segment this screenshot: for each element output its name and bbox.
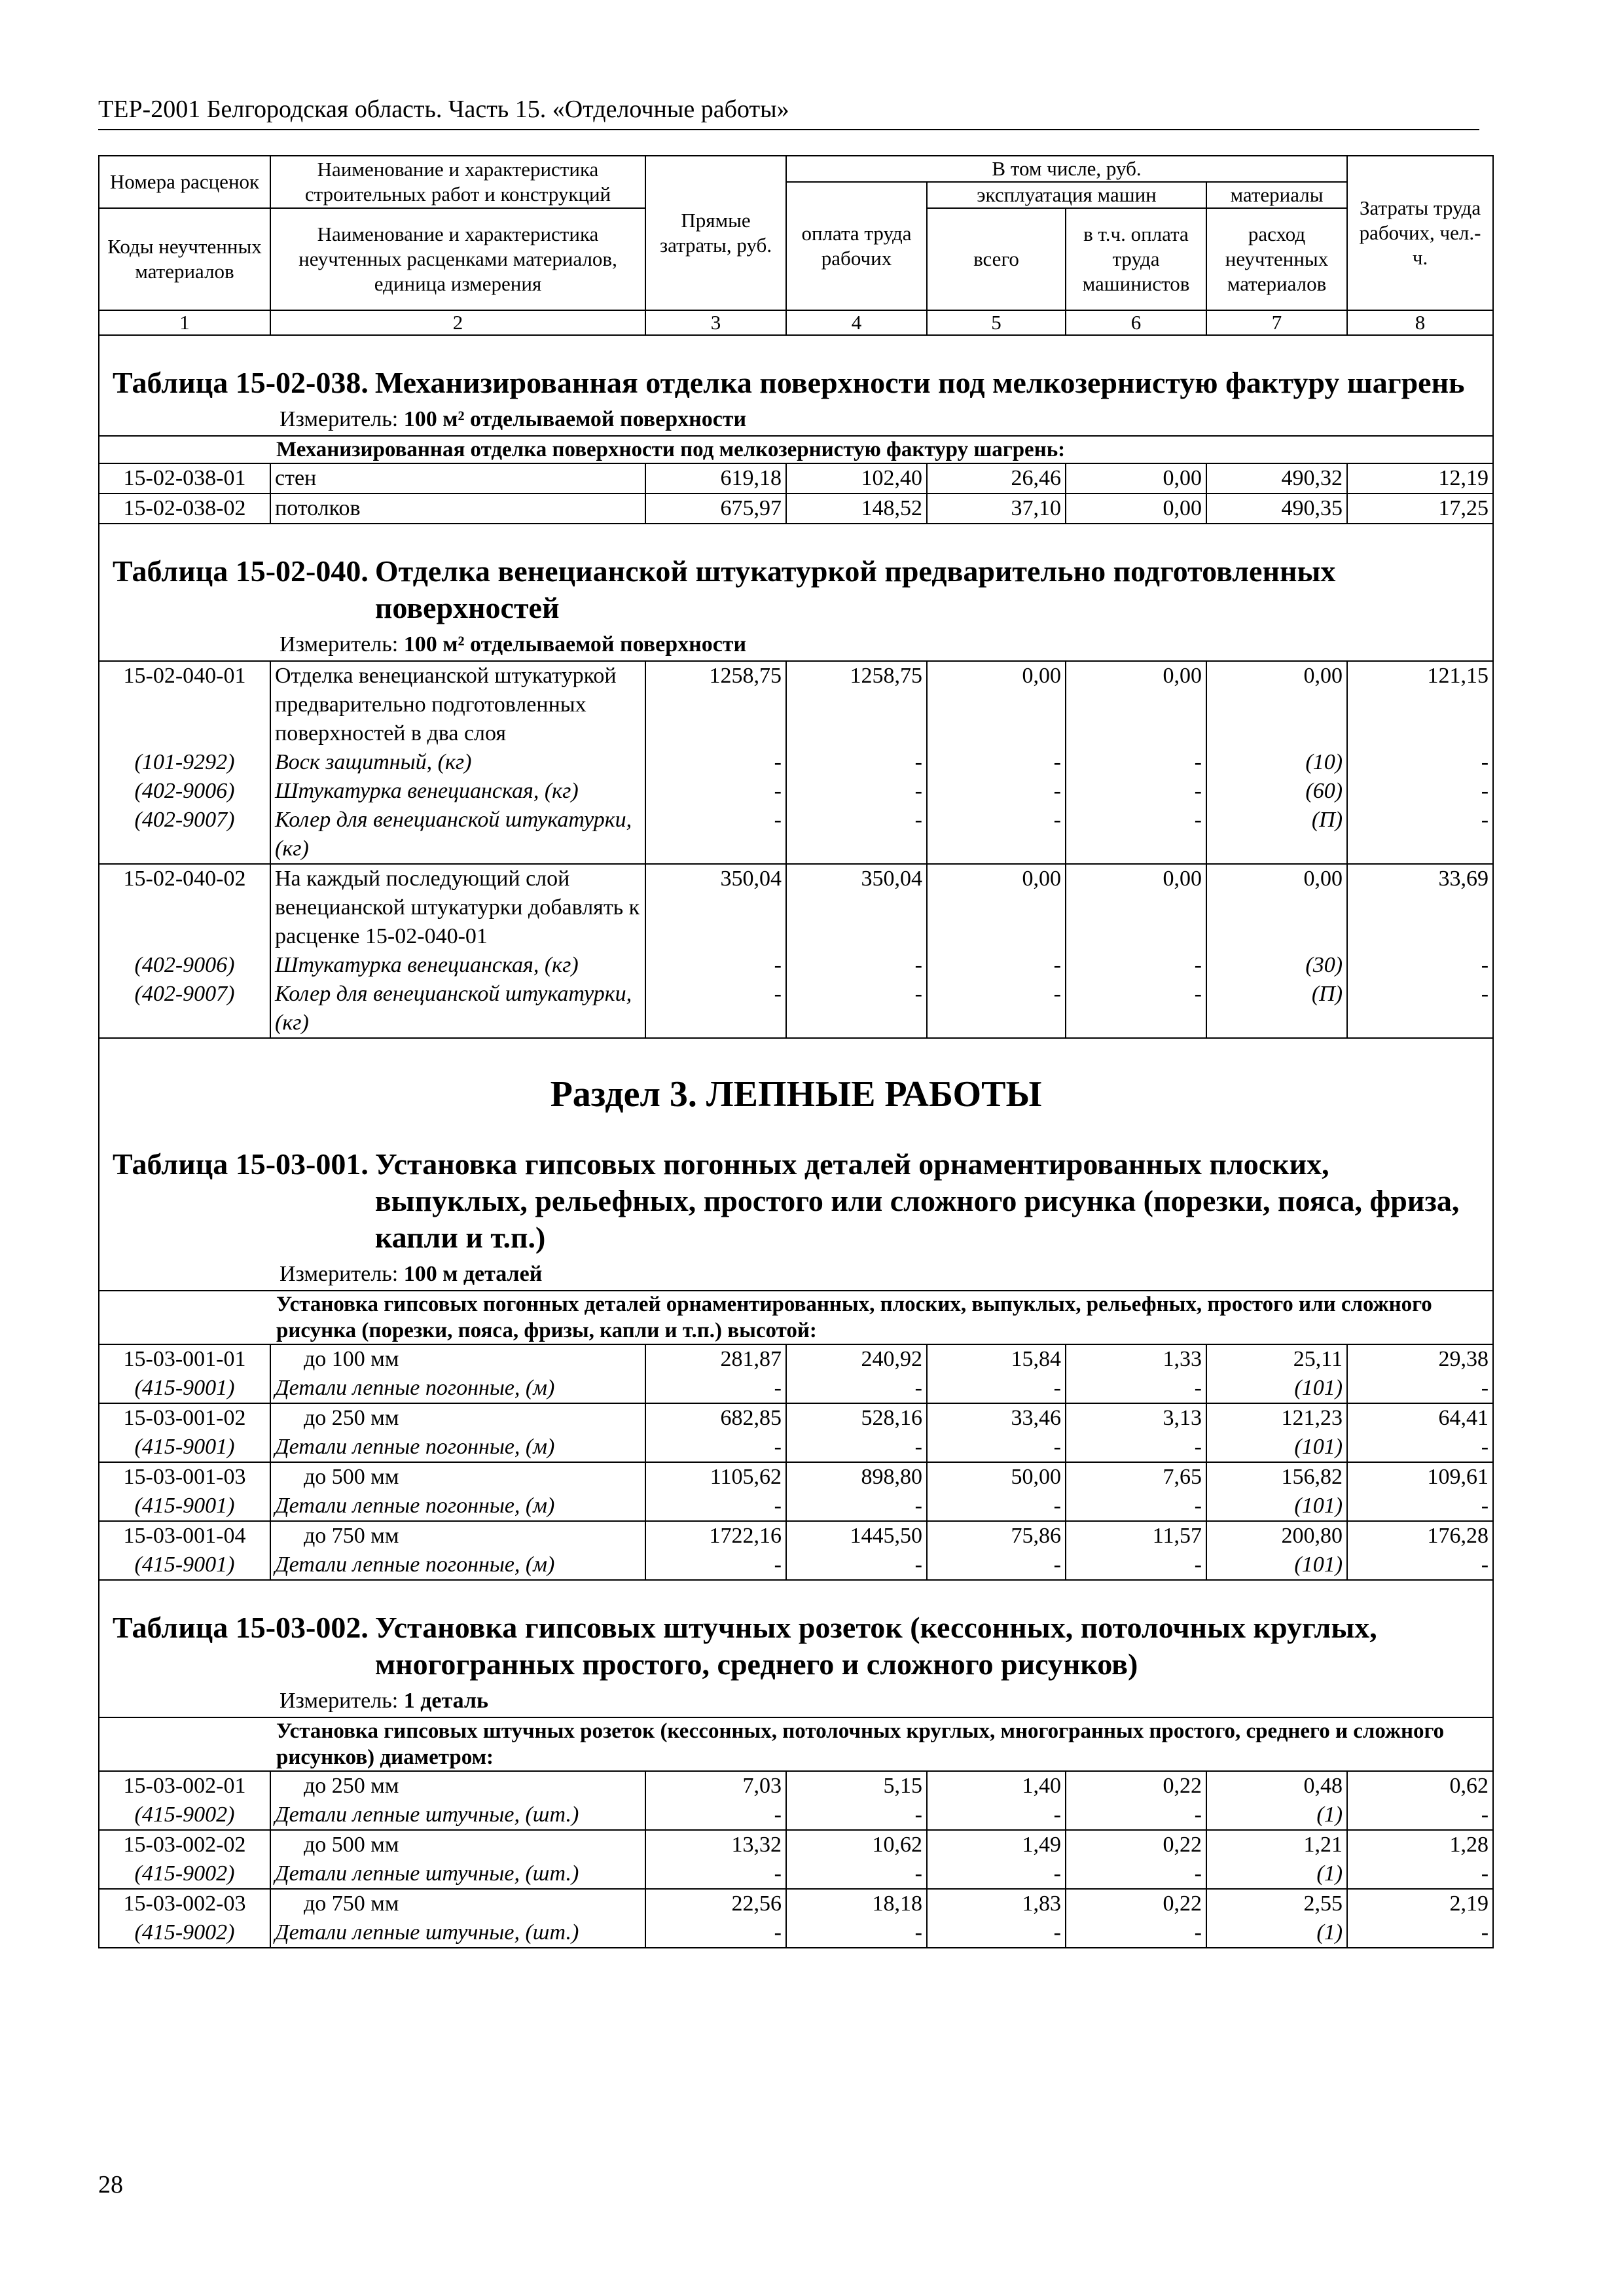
rate-code-cell: (415-9001) [99,1433,270,1462]
measure-value: 100 м деталей [403,1262,543,1286]
rate-name-cell: Штукатурка венецианская, (кг) [270,777,645,806]
worker-pay-cell: - [786,1374,927,1403]
rate-code-cell: 15-02-038-01 [99,463,270,493]
rate-name-cell: стен [270,463,645,493]
col-header-direct-costs: Прямые затраты, руб. [645,156,786,310]
machines-total-cell: 1,40 [927,1771,1066,1801]
direct-costs-cell: - [645,1374,786,1403]
table-row [99,864,1493,951]
table-title-text: Установка гипсовых погонных деталей орнаментированных плоских, выпуклых, рельефных, простого или сложного рисунка (порезки, пояса, фриза, капли и т.п.) [374,1147,1460,1254]
direct-costs-cell: 13,32 [645,1830,786,1859]
machines-total-cell: 33,46 [927,1403,1066,1433]
col-header-operator-pay: в т.ч. оплата труда машинистов [1066,208,1206,310]
measure-value: 1 деталь [403,1689,488,1713]
measure-value: 100 м² отделываемой поверхности [403,632,747,656]
worker-pay-cell: - [786,806,927,864]
operator-pay-cell: - [1066,1918,1206,1948]
labor-costs-cell: - [1347,1374,1493,1403]
materials-cell: (П) [1206,806,1347,864]
rate-name-cell: Колер для венецианской штукатурки, (кг) [270,806,645,864]
table-row [99,1771,1493,1801]
table-row [99,463,1493,493]
materials-cell: (101) [1206,1433,1347,1462]
labor-costs-cell: - [1347,748,1493,777]
materials-cell: 200,80 [1206,1521,1347,1551]
col-header-work-name: Наименование и характеристика строительных работ и конструкций [270,156,645,208]
materials-cell: 1,21 [1206,1830,1347,1859]
rate-name-cell: Штукатурка венецианская, (кг) [270,951,645,980]
rate-name-cell: до 500 мм [270,1462,645,1492]
operator-pay-cell: 0,22 [1066,1889,1206,1918]
operator-pay-cell: 0,22 [1066,1830,1206,1859]
materials-cell: 0,00 [1206,864,1347,951]
rate-code-cell: (415-9001) [99,1551,270,1580]
machines-total-cell: 26,46 [927,463,1066,493]
rate-name-cell: потолков [270,493,645,524]
col-header-numbers: Номера расценок [99,156,270,208]
rate-code-cell: (415-9001) [99,1492,270,1521]
machines-total-cell: - [927,980,1066,1038]
machines-total-cell: 0,00 [927,661,1066,748]
direct-costs-cell: - [645,980,786,1038]
worker-pay-cell: - [786,1433,927,1462]
rate-code-cell: (402-9007) [99,980,270,1038]
direct-costs-cell: 1105,62 [645,1462,786,1492]
rate-name-cell: Детали лепные погонные, (м) [270,1551,645,1580]
worker-pay-cell: 350,04 [786,864,927,951]
measure-line [99,1687,1492,1717]
rate-code-cell: (402-9006) [99,777,270,806]
materials-cell: (30) [1206,951,1347,980]
rate-code-cell: 15-03-002-01 [99,1771,270,1801]
measure-value: 100 м² отделываемой поверхности [403,407,747,431]
rate-code-cell: 15-03-001-03 [99,1462,270,1492]
header-rule [98,129,1479,130]
col-header-labor-costs: Затраты труда рабочих, чел.-ч. [1347,156,1493,310]
page-header: ТЕР-2001 Белгородская область. Часть 15. «Отделочные работы» [98,96,789,123]
table-title [99,336,1492,405]
table-title-block [99,335,1493,436]
operator-pay-cell: - [1066,980,1206,1038]
direct-costs-cell: - [645,1801,786,1830]
machines-total-cell: - [927,1374,1066,1403]
table-row [99,1403,1493,1433]
labor-costs-cell: 2,19 [1347,1889,1493,1918]
material-row [99,980,1493,1038]
rate-code-cell: 15-03-001-02 [99,1403,270,1433]
labor-costs-cell: - [1347,1551,1493,1580]
col-header-materials: материалы [1206,182,1347,208]
operator-pay-cell: - [1066,777,1206,806]
materials-cell: (101) [1206,1492,1347,1521]
worker-pay-cell: 18,18 [786,1889,927,1918]
table-title-block [99,1580,1493,1717]
rate-code-cell: 15-03-002-02 [99,1830,270,1859]
machines-total-cell: 15,84 [927,1344,1066,1374]
col-number: 3 [645,310,786,335]
operator-pay-cell: 3,13 [1066,1403,1206,1433]
direct-costs-cell: - [645,1859,786,1889]
measure-prefix: Измеритель: [280,407,399,431]
group-heading: Установка гипсовых погонных деталей орнаментированных, плоских, выпуклых, рельефных, простого или сложного рисунка (порезки, пояса, фризы, капли и т.п.) высотой: [99,1291,1493,1344]
col-number: 1 [99,310,270,335]
table-title-text: Установка гипсовых штучных розеток (кессонных, потолочных круглых, многогранных простого, среднего и сложного рисунков) [374,1611,1377,1681]
table-title-text: Механизированная отделка поверхности под мелкозернистую фактуру шагрень [374,366,1465,399]
direct-costs-cell: 682,85 [645,1403,786,1433]
material-row [99,1801,1493,1830]
table-title-block [99,524,1493,661]
rate-name-cell: Детали лепные штучные, (шт.) [270,1918,645,1948]
labor-costs-cell: 17,25 [1347,493,1493,524]
labor-costs-cell: - [1347,1492,1493,1521]
machines-total-cell: - [927,806,1066,864]
rate-code-cell: (415-9002) [99,1918,270,1948]
labor-costs-cell: 121,15 [1347,661,1493,748]
worker-pay-cell: 1445,50 [786,1521,927,1551]
worker-pay-cell: - [786,1801,927,1830]
rate-name-cell: до 750 мм [270,1889,645,1918]
machines-total-cell: 37,10 [927,493,1066,524]
operator-pay-cell: - [1066,1492,1206,1521]
materials-cell: 0,00 [1206,661,1347,748]
materials-cell: 2,55 [1206,1889,1347,1918]
material-row [99,951,1493,980]
table-label: Таблица 15-02-040. [113,554,369,588]
col-header-machines-total: всего [927,208,1066,310]
operator-pay-cell: 11,57 [1066,1521,1206,1551]
machines-total-cell: 1,83 [927,1889,1066,1918]
col-number: 4 [786,310,927,335]
labor-costs-cell: 29,38 [1347,1344,1493,1374]
materials-cell: (101) [1206,1551,1347,1580]
machines-total-cell: 75,86 [927,1521,1066,1551]
rate-code-cell: (402-9006) [99,951,270,980]
labor-costs-cell: 12,19 [1347,463,1493,493]
table-row [99,493,1493,524]
materials-cell: 121,23 [1206,1403,1347,1433]
rate-name-cell: до 100 мм [270,1344,645,1374]
direct-costs-cell: - [645,1551,786,1580]
worker-pay-cell: 528,16 [786,1403,927,1433]
page-number: 28 [98,2171,123,2198]
worker-pay-cell: 5,15 [786,1771,927,1801]
operator-pay-cell: 0,00 [1066,864,1206,951]
direct-costs-cell: - [645,748,786,777]
materials-cell: 25,11 [1206,1344,1347,1374]
direct-costs-cell: 22,56 [645,1889,786,1918]
operator-pay-cell: - [1066,1374,1206,1403]
table-label: Таблица 15-02-038. [113,366,369,399]
rate-code-cell: 15-03-001-01 [99,1344,270,1374]
table-title-text: Отделка венецианской штукатуркой предварительно подготовленных поверхностей [374,554,1336,624]
rate-name-cell: Воск защитный, (кг) [270,748,645,777]
worker-pay-cell: - [786,1859,927,1889]
labor-costs-cell: - [1347,777,1493,806]
materials-cell: 490,35 [1206,493,1347,524]
material-row [99,748,1493,777]
labor-costs-cell: 64,41 [1347,1403,1493,1433]
labor-costs-cell: 109,61 [1347,1462,1493,1492]
table-row [99,661,1493,748]
table-label: Таблица 15-03-001. [113,1147,369,1181]
machines-total-cell: - [927,1551,1066,1580]
measure-prefix: Измеритель: [280,1689,399,1713]
measure-prefix: Измеритель: [280,1262,399,1286]
material-row [99,1433,1493,1462]
worker-pay-cell: - [786,980,927,1038]
materials-cell: (1) [1206,1859,1347,1889]
col-number: 8 [1347,310,1493,335]
labor-costs-cell: - [1347,980,1493,1038]
machines-total-cell: 1,49 [927,1830,1066,1859]
materials-cell: (10) [1206,748,1347,777]
labor-costs-cell: 176,28 [1347,1521,1493,1551]
direct-costs-cell: 7,03 [645,1771,786,1801]
rate-name-cell: Детали лепные погонные, (м) [270,1433,645,1462]
table-title [99,1130,1492,1260]
material-row [99,1551,1493,1580]
direct-costs-cell: - [645,777,786,806]
labor-costs-cell: - [1347,806,1493,864]
machines-total-cell: - [927,951,1066,980]
operator-pay-cell: - [1066,748,1206,777]
operator-pay-cell: 0,00 [1066,463,1206,493]
worker-pay-cell: - [786,1918,927,1948]
direct-costs-cell: 619,18 [645,463,786,493]
rate-name-cell: до 250 мм [270,1403,645,1433]
rate-code-cell: 15-02-038-02 [99,493,270,524]
rate-code-cell: (101-9292) [99,748,270,777]
labor-costs-cell: - [1347,1801,1493,1830]
rate-name-cell: до 500 мм [270,1830,645,1859]
direct-costs-cell: - [645,1492,786,1521]
direct-costs-cell: 675,97 [645,493,786,524]
rate-code-cell: 15-03-001-04 [99,1521,270,1551]
table-title [99,1581,1492,1687]
operator-pay-cell: - [1066,1433,1206,1462]
materials-cell: (60) [1206,777,1347,806]
rate-name-cell: Детали лепные погонные, (м) [270,1492,645,1521]
table-title [99,524,1492,630]
col-number: 5 [927,310,1066,335]
machines-total-cell: 0,00 [927,864,1066,951]
group-heading: Механизированная отделка поверхности под мелкозернистую фактуру шагрень: [99,436,1493,463]
direct-costs-cell: - [645,1918,786,1948]
rate-name-cell: Детали лепные штучные, (шт.) [270,1859,645,1889]
materials-cell: (1) [1206,1918,1347,1948]
rate-code-cell: (415-9001) [99,1374,270,1403]
material-row [99,1492,1493,1521]
table-row [99,1521,1493,1551]
rate-code-cell: (402-9007) [99,806,270,864]
table-row [99,1344,1493,1374]
col-header-including: В том числе, руб. [786,156,1347,182]
operator-pay-cell: 0,00 [1066,493,1206,524]
col-header-material-names: Наименование и характеристика неучтенных расценками материалов, единица измерения [270,208,645,310]
labor-costs-cell: 0,62 [1347,1771,1493,1801]
materials-cell: (101) [1206,1374,1347,1403]
col-header-machines: эксплуатация машин [927,182,1206,208]
worker-pay-cell: 240,92 [786,1344,927,1374]
machines-total-cell: - [927,1801,1066,1830]
rate-name-cell: На каждый последующий слой венецианской штукатурки добавлять к расценке 15-02-040-01 [270,864,645,951]
rate-name-cell: Детали лепные погонные, (м) [270,1374,645,1403]
rate-name-cell: Колер для венецианской штукатурки, (кг) [270,980,645,1038]
col-number: 7 [1206,310,1347,335]
machines-total-cell: - [927,1918,1066,1948]
operator-pay-cell: - [1066,806,1206,864]
rate-name-cell: до 750 мм [270,1521,645,1551]
operator-pay-cell: 1,33 [1066,1344,1206,1374]
material-row [99,1859,1493,1889]
direct-costs-cell: 1258,75 [645,661,786,748]
direct-costs-cell: - [645,806,786,864]
labor-costs-cell: - [1347,1918,1493,1948]
worker-pay-cell: 1258,75 [786,661,927,748]
col-header-material-codes: Коды неучтенных материалов [99,208,270,310]
operator-pay-cell: - [1066,1801,1206,1830]
material-row [99,1374,1493,1403]
machines-total-cell: - [927,1859,1066,1889]
worker-pay-cell: - [786,777,927,806]
measure-line [99,405,1492,435]
materials-cell: (П) [1206,980,1347,1038]
materials-cell: 490,32 [1206,463,1347,493]
rate-code-cell: (415-9002) [99,1801,270,1830]
labor-costs-cell: 1,28 [1347,1830,1493,1859]
table-row [99,1830,1493,1859]
materials-cell: (1) [1206,1801,1347,1830]
worker-pay-cell: - [786,951,927,980]
machines-total-cell: 50,00 [927,1462,1066,1492]
rates-table [98,155,1494,1948]
direct-costs-cell: - [645,951,786,980]
col-number: 2 [270,310,645,335]
worker-pay-cell: 148,52 [786,493,927,524]
direct-costs-cell: 350,04 [645,864,786,951]
worker-pay-cell: - [786,748,927,777]
table-body [99,156,1493,1948]
labor-costs-cell: 33,69 [1347,864,1493,951]
table-label: Таблица 15-03-002. [113,1611,369,1644]
labor-costs-cell: - [1347,1859,1493,1889]
machines-total-cell: - [927,1433,1066,1462]
materials-cell: 156,82 [1206,1462,1347,1492]
material-row [99,1918,1493,1948]
measure-line [99,1260,1492,1290]
machines-total-cell: - [927,777,1066,806]
worker-pay-cell: 898,80 [786,1462,927,1492]
machines-total-cell: - [927,748,1066,777]
machines-total-cell: - [927,1492,1066,1521]
direct-costs-cell: 1722,16 [645,1521,786,1551]
operator-pay-cell: 0,00 [1066,661,1206,748]
operator-pay-cell: - [1066,951,1206,980]
table-row [99,1889,1493,1918]
material-row [99,777,1493,806]
col-header-material-usage: расход неучтенных материалов [1206,208,1347,310]
material-row [99,806,1493,864]
direct-costs-cell: - [645,1433,786,1462]
worker-pay-cell: 102,40 [786,463,927,493]
measure-prefix: Измеритель: [280,632,399,656]
rate-code-cell: 15-02-040-02 [99,864,270,951]
rate-code-cell: (415-9002) [99,1859,270,1889]
rate-code-cell: 15-03-002-03 [99,1889,270,1918]
materials-cell: 0,48 [1206,1771,1347,1801]
operator-pay-cell: - [1066,1551,1206,1580]
group-heading: Установка гипсовых штучных розеток (кессонных, потолочных круглых, многогранных простого, среднего и сложного рисунков) диаметром: [99,1717,1493,1771]
section-block [99,1038,1493,1291]
worker-pay-cell: 10,62 [786,1830,927,1859]
rate-name-cell: Детали лепные штучные, (шт.) [270,1801,645,1830]
rate-code-cell: 15-02-040-01 [99,661,270,748]
col-number: 6 [1066,310,1206,335]
direct-costs-cell: 281,87 [645,1344,786,1374]
rate-name-cell: до 250 мм [270,1771,645,1801]
worker-pay-cell: - [786,1492,927,1521]
labor-costs-cell: - [1347,1433,1493,1462]
col-header-worker-pay: оплата труда рабочих [786,182,927,310]
section-title: Раздел 3. ЛЕПНЫЕ РАБОТЫ [550,1074,1042,1115]
operator-pay-cell: - [1066,1859,1206,1889]
measure-line [99,630,1492,660]
labor-costs-cell: - [1347,951,1493,980]
table-row [99,1462,1493,1492]
worker-pay-cell: - [786,1551,927,1580]
operator-pay-cell: 7,65 [1066,1462,1206,1492]
operator-pay-cell: 0,22 [1066,1771,1206,1801]
rate-name-cell: Отделка венецианской штукатуркой предварительно подготовленных поверхностей в два слоя [270,661,645,748]
